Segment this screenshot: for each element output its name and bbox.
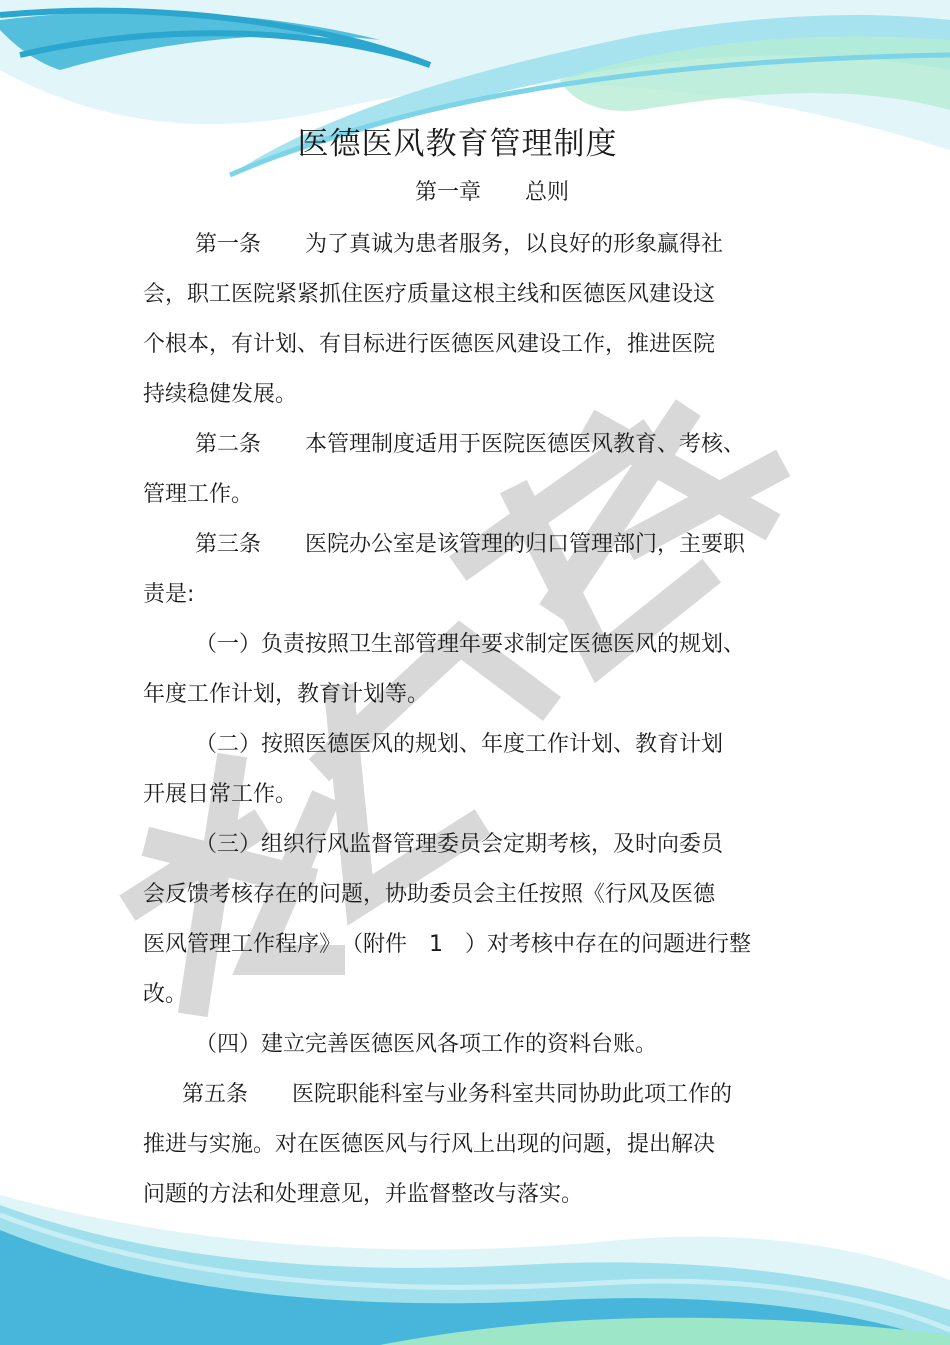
- paragraph-line: 改。: [143, 982, 188, 1007]
- paragraph-line: 第三条 医院办公室是该管理的归口管理部门，主要职: [195, 532, 746, 557]
- paragraph-line: 个根本，有计划、有目标进行医德医风建设工作，推进医院: [143, 332, 716, 357]
- paragraph-line: 持续稳健发展。: [143, 382, 298, 407]
- paragraph-line: 推进与实施。对在医德医风与行风上出现的问题，提出解决: [143, 1132, 716, 1157]
- paragraph-line: （四）建立完善医德医风各项工作的资料台账。: [195, 1032, 658, 1057]
- paragraph-line: 第一条 为了真诚为患者服务，以良好的形象赢得社: [195, 232, 724, 257]
- document-title: 医德医风教育管理制度: [297, 126, 618, 162]
- chapter-heading: 第一章 总则: [415, 180, 570, 205]
- paragraph-line: 责是:: [143, 582, 195, 607]
- paragraph-line: （三）组织行风监督管理委员会定期考核，及时向委员: [195, 832, 724, 857]
- paragraph-line: 年度工作计划，教育计划等。: [143, 682, 430, 707]
- paragraph-line: 问题的方法和处理意见，并监督整改与落实。: [143, 1182, 584, 1207]
- paragraph-line: 第二条 本管理制度适用于医院医德医风教育、考核、: [195, 432, 746, 457]
- paragraph-line: 开展日常工作。: [143, 782, 298, 807]
- paragraph-line: 会反馈考核存在的问题，协助委员会主任按照《行风及医德: [143, 882, 716, 907]
- paragraph-line: （一）负责按照卫生部管理年要求制定医德医风的规划、: [195, 632, 746, 657]
- paragraph-line: （二）按照医德医风的规划、年度工作计划、教育计划: [195, 732, 724, 757]
- paragraph-line: 第五条 医院职能科室与业务科室共同协助此项工作的: [182, 1082, 733, 1107]
- paragraph-line: 医风管理工作程序》 （附件 1 ）对考核中存在的问题进行整: [143, 932, 751, 957]
- paragraph-line: 管理工作。: [143, 482, 254, 507]
- paragraph-line: 会，职工医院紧紧抓住医疗质量这根主线和医德医风建设这: [143, 282, 716, 307]
